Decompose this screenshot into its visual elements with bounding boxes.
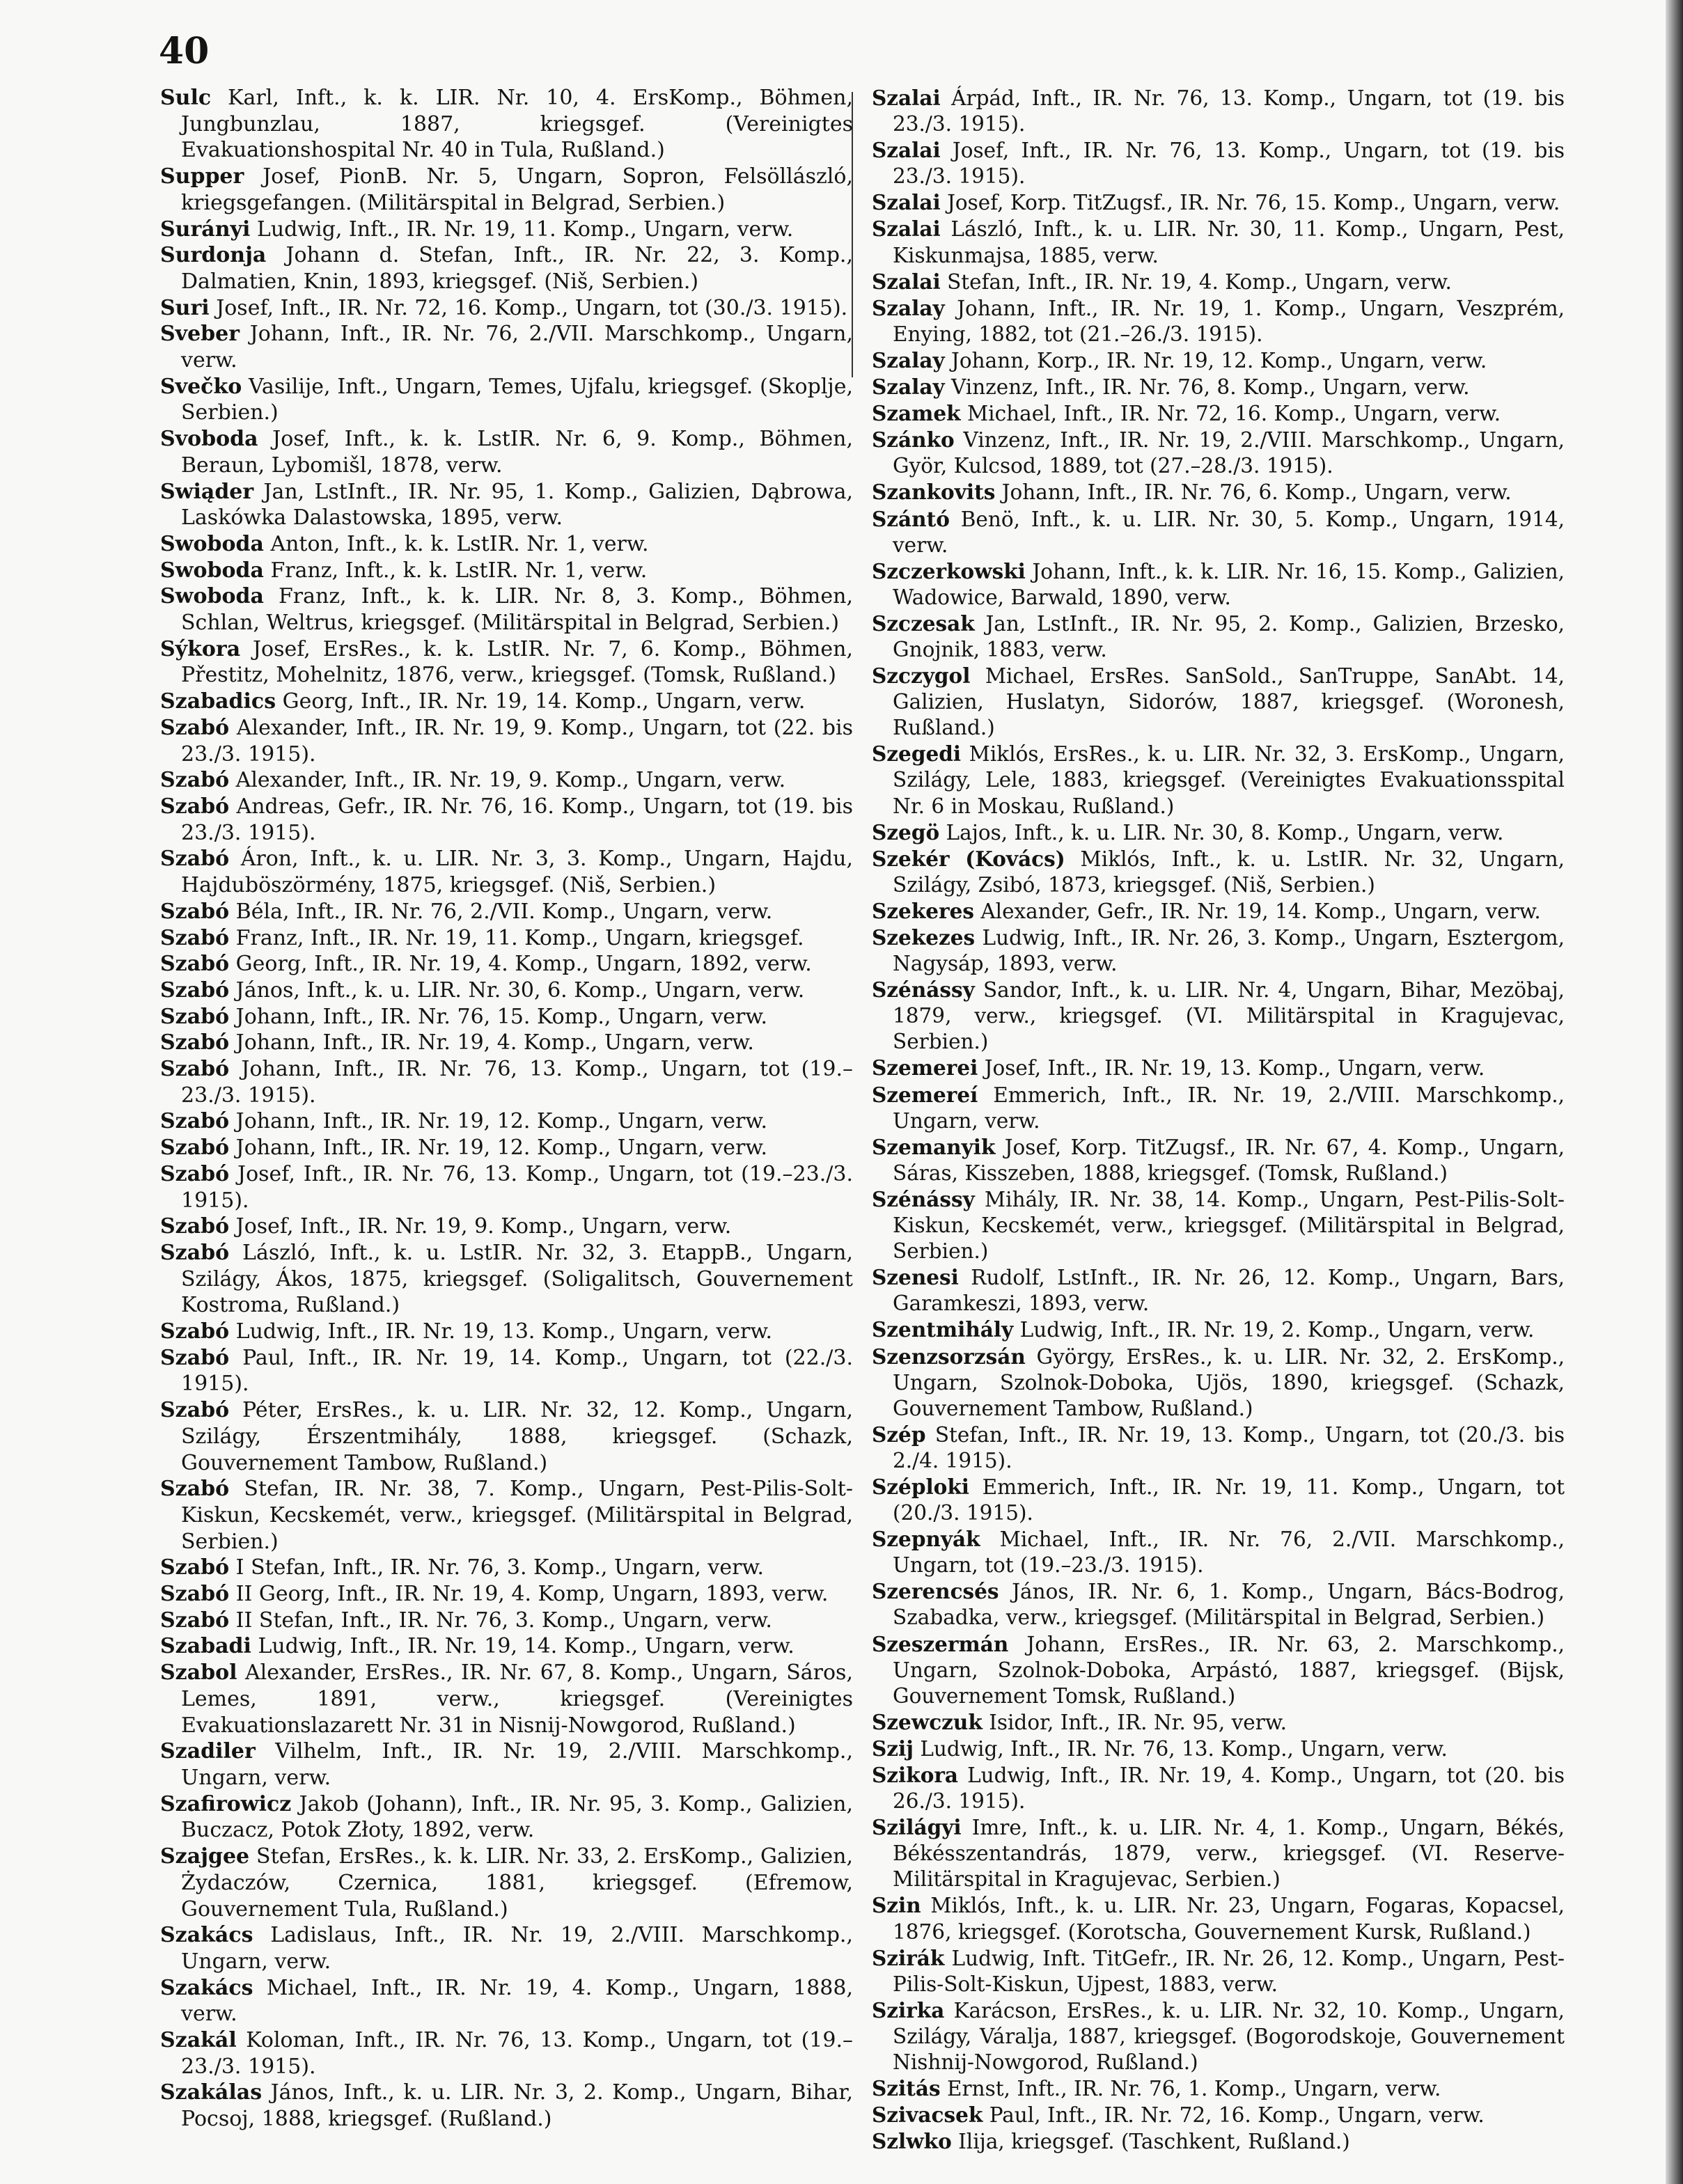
entry-surname: Szabó xyxy=(160,847,230,872)
list-entry xyxy=(872,427,1565,479)
list-entry xyxy=(160,479,853,531)
list-entry xyxy=(160,2080,853,2132)
list-entry xyxy=(872,1892,1565,1945)
entry-surname: Szemerei xyxy=(872,1055,978,1081)
entry-details: Johann, Inft., IR. Nr. 76, 13. Komp., Ungarn, tot (19.–23./3. 1915). xyxy=(181,1057,853,1108)
entry-details: Ludwig, Inft., IR. Nr. 26, 3. Komp., Ungarn, Esztergom, Nagysáp, 1893, verw. xyxy=(893,926,1565,976)
list-entry xyxy=(160,217,853,243)
entry-surname: Szabó xyxy=(160,1582,230,1607)
list-entry xyxy=(160,1030,853,1056)
list-entry xyxy=(160,715,853,767)
entry-details: Josef, ErsRes., k. k. LstIR. Nr. 7, 6. Komp., Böhmen, Přestitz, Mohelnitz, 1876, verw., kriegsgef. (Tomsk, Rußland.) xyxy=(181,636,853,688)
list-entry xyxy=(872,898,1565,925)
entry-details: Ludwig, Inft., IR. Nr. 19, 14. Komp., Ungarn, verw. xyxy=(251,1634,794,1659)
entry-surname: Szekeres xyxy=(872,898,974,923)
entry-surname: Sveber xyxy=(160,322,240,347)
entry-details: Jan, LstInft., IR. Nr. 95, 2. Komp., Galizien, Brzesko, Gnojnik, 1883, verw. xyxy=(893,611,1565,661)
entry-details: György, ErsRes., k. u. LIR. Nr. 32, 2. ErsKomp., Ungarn, Szolnok-Doboka, Ujös, 1890, kriegsgef. (Schazk, Gouvernement Tambow, Rußland.) xyxy=(893,1344,1565,1420)
list-entry xyxy=(872,1134,1565,1186)
list-entry xyxy=(160,1345,853,1397)
entry-details: Emmerich, Inft., IR. Nr. 19, 2./VIII. Marschkomp., Ungarn, verw. xyxy=(893,1083,1565,1133)
entry-surname: Szemanyik xyxy=(872,1134,996,1159)
list-entry xyxy=(872,611,1565,663)
entry-details: Koloman, Inft., IR. Nr. 76, 13. Komp., Ungarn, tot (19.–23./3. 1915). xyxy=(181,2028,853,2079)
scan-edge-shadow xyxy=(1666,0,1683,2184)
list-entry xyxy=(872,663,1565,741)
entry-details: János, Inft., k. u. LIR. Nr. 30, 6. Komp., Ungarn, verw. xyxy=(229,977,805,1003)
entry-details: Ludwig, Inft., IR. Nr. 19, 13. Komp., Ungarn, verw. xyxy=(229,1319,773,1344)
entry-surname: Szepnyák xyxy=(872,1527,980,1552)
list-entry xyxy=(872,819,1565,846)
entry-details: Áron, Inft., k. u. LIR. Nr. 3, 3. Komp., Ungarn, Hajdu, Hajduböszörmény, 1875, kriegsgef. (Niš, Serbien.) xyxy=(181,847,853,898)
entry-surname: Szenesi xyxy=(872,1265,959,1290)
entry-details: Josef, Inft., k. k. LstIR. Nr. 6, 9. Komp., Böhmen, Beraun, Lybomišl, 1878, verw. xyxy=(181,427,853,478)
entry-details: Ludwig, Inft., IR. Nr. 19, 2. Komp., Ungarn, verw. xyxy=(1013,1318,1535,1342)
entry-details: Paul, Inft., IR. Nr. 72, 16. Komp., Ungarn, verw. xyxy=(983,2103,1485,2128)
entry-details: Ludwig, Inft., IR. Nr. 19, 4. Komp., Ungarn, tot (20. bis 26./3. 1915). xyxy=(893,1763,1565,1814)
entry-surname: Szabadics xyxy=(160,689,276,714)
entry-surname: Szadiler xyxy=(160,1739,256,1764)
list-entry xyxy=(160,977,853,1004)
entry-surname: Swiąder xyxy=(160,479,254,504)
entry-details: Franz, Inft., k. k. LIR. Nr. 8, 3. Komp., Böhmen, Schlan, Weltrus, kriegsgef. (Militärspital in Belgrad, Serbien.) xyxy=(181,584,853,636)
entry-surname: Szabó xyxy=(160,1608,230,1633)
list-entry xyxy=(160,1319,853,1345)
entry-details: Alexander, Gefr., IR. Nr. 19, 14. Komp., Ungarn, verw. xyxy=(973,899,1541,923)
list-entry xyxy=(160,899,853,925)
entry-surname: Szabó xyxy=(160,977,230,1003)
list-entry xyxy=(872,479,1565,505)
entry-details: Josef, Inft., IR. Nr. 72, 16. Komp., Ungarn, tot (30./3. 1915). xyxy=(209,295,848,320)
entry-surname: Szabó xyxy=(160,899,230,924)
entry-surname: Szabó xyxy=(160,1136,230,1161)
page-number: 40 xyxy=(159,30,210,72)
entry-surname: Szczerkowski xyxy=(872,558,1026,583)
entry-details: Ludwig, Inft. TitGefr., IR. Nr. 26, 12. Komp., Ungarn, Pest-Pilis-Solt-Kiskun, Ujpest, 1883, verw. xyxy=(893,1946,1565,1996)
entry-details: Michael, Inft., IR. Nr. 76, 2./VII. Marschkomp., Ungarn, tot (19.–23./3. 1915). xyxy=(893,1527,1565,1578)
entry-surname: Szabó xyxy=(160,1398,230,1423)
list-entry xyxy=(872,1814,1565,1892)
entry-details: Karl, Inft., k. k. LIR. Nr. 10, 4. ErsKomp., Böhmen, Jungbunzlau, 1887, kriegsgef. (Vereinigtes Evakuationshospital Nr. 40 in Tula, Rußland.) xyxy=(181,86,853,163)
list-entry xyxy=(872,741,1565,819)
entry-surname: Szabó xyxy=(160,1477,230,1502)
entry-surname: Szafirowicz xyxy=(160,1791,292,1816)
entry-surname: Szép xyxy=(872,1422,926,1447)
list-entry xyxy=(872,295,1565,347)
list-entry xyxy=(872,137,1565,189)
entry-details: Stefan, ErsRes., k. k. LIR. Nr. 33, 2. ErsKomp., Galizien, Żydaczów, Czernica, 1881, kriegsgef. (Efremow, Gouvernement Tula, Rußland.) xyxy=(181,1844,853,1922)
list-entry xyxy=(160,1791,853,1844)
list-entry xyxy=(160,164,853,216)
list-entry xyxy=(872,374,1565,400)
list-entry xyxy=(160,374,853,426)
entry-details: II Georg, Inft., IR. Nr. 19, 4. Komp, Ungarn, 1893, verw. xyxy=(229,1582,829,1607)
list-entry xyxy=(160,794,853,846)
entry-surname: Szirka xyxy=(872,1997,945,2022)
list-entry xyxy=(160,1581,853,1608)
entry-details: László, Inft., k. u. LIR. Nr. 30, 11. Komp., Ungarn, Pest, Kiskunmajsa, 1885, verw. xyxy=(893,217,1565,267)
entry-surname: Szabadi xyxy=(160,1634,251,1659)
list-entry xyxy=(872,1709,1565,1736)
entry-surname: Szankovits xyxy=(872,480,996,505)
entry-details: Paul, Inft., IR. Nr. 19, 14. Komp., Ungarn, tot (22./3. 1915). xyxy=(181,1345,853,1397)
entry-details: Árpád, Inft., IR. Nr. 76, 13. Komp., Ungarn, tot (19. bis 23./3. 1915). xyxy=(893,86,1565,136)
entry-surname: Szemereí xyxy=(872,1082,978,1107)
list-entry xyxy=(160,1135,853,1161)
list-entry xyxy=(872,2128,1565,2155)
list-entry xyxy=(160,1975,853,2027)
list-entry xyxy=(160,1240,853,1319)
entry-surname: Szekér (Kovács) xyxy=(872,846,1065,871)
entry-surname: Szajgee xyxy=(160,1844,250,1869)
entry-surname: Szalay xyxy=(872,295,945,320)
entry-details: Josef, Korp. TitZugsf., IR. Nr. 67, 4. Komp., Ungarn, Sáras, Kisszeben, 1888, kriegsgef. (Tomsk, Rußland.) xyxy=(893,1135,1565,1185)
list-entry xyxy=(160,1608,853,1634)
entry-details: Vinzenz, Inft., IR. Nr. 76, 8. Komp., Ungarn, verw. xyxy=(944,375,1470,400)
entry-details: Josef, PionB. Nr. 5, Ungarn, Sopron, Felsöllászló, kriegsgefangen. (Militärspital in Belgrad, Serbien.) xyxy=(181,164,853,215)
list-entry xyxy=(872,1317,1565,1343)
entry-surname: Szamek xyxy=(872,401,961,426)
entry-details: Lajos, Inft., k. u. LIR. Nr. 30, 8. Komp., Ungarn, verw. xyxy=(939,820,1504,844)
entry-surname: Szerencsés xyxy=(872,1579,999,1604)
list-entry xyxy=(872,1422,1565,1474)
list-entry xyxy=(872,977,1565,1055)
entry-surname: Supper xyxy=(160,164,244,189)
entry-surname: Szentmihály xyxy=(872,1317,1014,1342)
entry-surname: Szilágyi xyxy=(872,1815,962,1840)
entry-surname: Swoboda xyxy=(160,558,264,583)
entry-surname: Szenzsorzsán xyxy=(872,1344,1026,1369)
list-entry xyxy=(160,1844,853,1922)
entry-details: János, IR. Nr. 6, 1. Komp., Ungarn, Bács-Bodrog, Szabadka, verw., kriegsgef. (Militärspital in Belgrad, Serbien.) xyxy=(893,1580,1565,1630)
entry-surname: Szabó xyxy=(160,1030,230,1055)
list-entry xyxy=(872,216,1565,268)
list-entry xyxy=(872,846,1565,898)
list-entry xyxy=(872,85,1565,137)
list-entry xyxy=(160,85,853,164)
entry-surname: Szalay xyxy=(872,347,945,372)
list-entry xyxy=(872,1945,1565,1997)
list-entry xyxy=(160,2027,853,2080)
entry-details: Franz, Inft., IR. Nr. 19, 11. Komp., Ungarn, kriegsgef. xyxy=(229,925,804,950)
list-entry xyxy=(160,1161,853,1213)
list-entry xyxy=(160,925,853,952)
list-entry xyxy=(872,1762,1565,1814)
list-entry xyxy=(160,321,853,373)
entry-surname: Szabó xyxy=(160,1214,230,1239)
list-entry xyxy=(160,1476,853,1555)
entry-surname: Szabó xyxy=(160,1240,230,1265)
entry-details: Isidor, Inft., IR. Nr. 95, verw. xyxy=(982,1710,1287,1734)
entry-surname: Szalai xyxy=(872,86,941,110)
list-entry xyxy=(872,347,1565,374)
entry-surname: Szegedi xyxy=(872,741,962,767)
entry-surname: Szlwko xyxy=(872,2129,952,2154)
entry-surname: Swoboda xyxy=(160,531,264,556)
list-entry xyxy=(160,583,853,636)
entry-details: Johann, Korp., IR. Nr. 19, 12. Komp., Ungarn, verw. xyxy=(944,348,1487,372)
entry-surname: Szabó xyxy=(160,715,230,740)
list-entry xyxy=(160,1738,853,1791)
entry-details: Sandor, Inft., k. u. LIR. Nr. 4, Ungarn, Bihar, Mezöbaj, 1879, verw., kriegsgef. (VI. Militärspital in Kragujevac, Serbien.) xyxy=(893,978,1565,1054)
entry-surname: Svoboda xyxy=(160,427,258,452)
entry-details: Michael, Inft., IR. Nr. 72, 16. Komp., Ungarn, verw. xyxy=(960,402,1501,426)
entry-surname: Szij xyxy=(872,1736,914,1761)
entry-surname: Sulc xyxy=(160,86,212,110)
entry-surname: Szabó xyxy=(160,952,230,977)
list-entry xyxy=(160,846,853,898)
entry-details: Anton, Inft., k. k. LstIR. Nr. 1, verw. xyxy=(263,531,649,556)
entry-surname: Szabó xyxy=(160,1004,230,1029)
entry-details: Alexander, Inft., IR. Nr. 19, 9. Komp., Ungarn, verw. xyxy=(229,768,786,793)
entry-surname: Szegö xyxy=(872,819,940,844)
entry-details: Ludwig, Inft., IR. Nr. 76, 13. Komp., Ungarn, verw. xyxy=(913,1736,1448,1761)
entry-surname: Szewczuk xyxy=(872,1709,983,1734)
entry-surname: Surdonja xyxy=(160,243,267,268)
entry-surname: Szalai xyxy=(872,217,941,242)
entry-surname: Szivacsek xyxy=(872,2103,983,2128)
list-entry xyxy=(160,1056,853,1108)
entry-details: II Stefan, Inft., IR. Nr. 76, 3. Komp., Ungarn, verw. xyxy=(229,1608,772,1633)
entry-surname: Szczygol xyxy=(872,663,971,689)
list-entry xyxy=(160,1922,853,1974)
list-entry xyxy=(872,189,1565,216)
list-entry xyxy=(872,558,1565,611)
entry-surname: Szitás xyxy=(872,2076,941,2101)
entry-details: Josef, Inft., IR. Nr. 76, 13. Komp., Ungarn, tot (19.–23./3. 1915). xyxy=(181,1161,853,1213)
entry-details: Andreas, Gefr., IR. Nr. 76, 16. Komp., Ungarn, tot (19. bis 23./3. 1915). xyxy=(181,794,853,845)
entry-details: Rudolf, LstInft., IR. Nr. 26, 12. Komp., Ungarn, Bars, Garamkeszi, 1893, verw. xyxy=(893,1266,1565,1316)
entry-surname: Szirák xyxy=(872,1945,945,1970)
entry-surname: Szakálas xyxy=(160,2080,263,2105)
entry-surname: Swoboda xyxy=(160,584,264,609)
entry-details: Johann, Inft., IR. Nr. 19, 1. Komp., Ungarn, Veszprém, Enying, 1882, tot (21.–26./3. 1915). xyxy=(893,296,1565,346)
entry-details: Josef, Korp. TitZugsf., IR. Nr. 76, 15. Komp., Ungarn, verw. xyxy=(940,191,1560,215)
entry-surname: Szabó xyxy=(160,1345,230,1370)
list-entry xyxy=(872,1082,1565,1134)
entry-details: Georg, Inft., IR. Nr. 19, 14. Komp., Ungarn, verw. xyxy=(276,689,806,714)
entry-surname: Szabó xyxy=(160,1319,230,1344)
entry-surname: Szakács xyxy=(160,1923,253,1948)
entry-surname: Szalai xyxy=(872,269,941,294)
entry-surname: Széploki xyxy=(872,1474,969,1499)
entry-details: Ladislaus, Inft., IR. Nr. 19, 2./VIII. Marschkomp., Ungarn, verw. xyxy=(181,1923,853,1974)
list-entry xyxy=(872,1997,1565,2075)
entry-surname: Szakál xyxy=(160,2028,237,2053)
entry-details: Stefan, IR. Nr. 38, 7. Komp., Ungarn, Pest-Pilis-Solt-Kiskun, Kecskemét, verw., kriegsgef. (Militärspital in Belgrad, Serbien.) xyxy=(181,1477,853,1554)
list-entry xyxy=(872,269,1565,295)
entry-details: Ilija, kriegsgef. (Taschkent, Rußland.) xyxy=(951,2130,1350,2154)
entry-details: Stefan, Inft., IR. Nr. 19, 4. Komp., Ungarn, verw. xyxy=(940,269,1452,294)
entry-surname: Surányi xyxy=(160,217,251,242)
entry-surname: Szénássy xyxy=(872,977,975,1003)
list-entry xyxy=(160,426,853,478)
entry-details: Vilhelm, Inft., IR. Nr. 19, 2./VIII. Marschkomp., Ungarn, verw. xyxy=(181,1739,853,1790)
entry-surname: Szakács xyxy=(160,1975,253,2000)
list-entry xyxy=(872,1264,1565,1317)
list-entry xyxy=(160,689,853,715)
entry-details: Michael, ErsRes. SanSold., SanTruppe, SanAbt. 14, Galizien, Huslatyn, Sidorów, 1887, kriegsgef. (Woronesh, Rußland.) xyxy=(893,664,1565,740)
entry-surname: Szabó xyxy=(160,925,230,950)
entry-details: Imre, Inft., k. u. LIR. Nr. 4, 1. Komp., Ungarn, Békés, Békésszentandrás, 1879, verw., kriegsgef. (VI. Reserve-Militärspital in Kragujevac, Serbien.) xyxy=(893,1816,1565,1892)
entry-surname: Szabó xyxy=(160,1057,230,1082)
list-entry xyxy=(872,1344,1565,1422)
list-entry xyxy=(872,1526,1565,1578)
entry-details: Béla, Inft., IR. Nr. 76, 2./VII. Komp., Ungarn, verw. xyxy=(229,899,773,924)
entry-surname: Szabó xyxy=(160,768,230,793)
entry-details: László, Inft., k. u. LstIR. Nr. 32, 3. EtappB., Ungarn, Szilágy, Ákos, 1875, kriegsgef. (Soligalitsch, Gouvernement Kostroma, Rußland.) xyxy=(181,1240,853,1318)
entry-surname: Szabó xyxy=(160,1161,230,1186)
right-column xyxy=(872,85,1565,2155)
entry-details: Jakob (Johann), Inft., IR. Nr. 95, 3. Komp., Galizien, Buczacz, Potok Złoty, 1892, verw. xyxy=(181,1791,853,1843)
entry-surname: Szénássy xyxy=(872,1186,975,1211)
entry-details: Johann, Inft., IR. Nr. 76, 6. Komp., Ungarn, verw. xyxy=(995,480,1512,505)
entry-details: Emmerich, Inft., IR. Nr. 19, 11. Komp., Ungarn, tot (20./3. 1915). xyxy=(893,1475,1565,1525)
entry-details: Stefan, Inft., IR. Nr. 19, 13. Komp., Ungarn, tot (20./3. bis 2./4. 1915). xyxy=(893,1422,1565,1472)
entry-surname: Szin xyxy=(872,1893,921,1918)
entry-details: Ludwig, Inft., IR. Nr. 19, 11. Komp., Ungarn, verw. xyxy=(250,217,794,242)
entry-details: Jan, LstInft., IR. Nr. 95, 1. Komp., Galizien, Dąbrowa, Laskówka Dalastowska, 1895, verw. xyxy=(181,479,853,531)
list-entry xyxy=(872,1055,1565,1081)
entry-details: Péter, ErsRes., k. u. LIR. Nr. 32, 12. Komp., Ungarn, Szilágy, Érszentmihály, 1888, kriegsgef. (Schazk, Gouvernement Tambow, Rußland.) xyxy=(181,1398,853,1475)
entry-details: Johann, ErsRes., IR. Nr. 63, 2. Marschkomp., Ungarn, Szolnok-Doboka, Arpástó, 1887, kriegsgef. (Bijsk, Gouvernement Tomsk, Rußland.) xyxy=(893,1632,1565,1708)
entry-details: Johann d. Stefan, Inft., IR. Nr. 22, 3. Komp., Dalmatien, Knin, 1893, kriegsgef. (Niš, Serbien.) xyxy=(181,243,853,294)
entry-surname: Szánko xyxy=(872,427,955,453)
list-entry xyxy=(160,1108,853,1135)
entry-surname: Szabó xyxy=(160,1555,230,1580)
entry-surname: Szeszermán xyxy=(872,1631,1009,1656)
entry-details: Georg, Inft., IR. Nr. 19, 4. Komp., Ungarn, 1892, verw. xyxy=(229,952,812,977)
entry-surname: Szabol xyxy=(160,1660,237,1686)
list-entry xyxy=(160,242,853,294)
entry-details: Josef, Inft., IR. Nr. 19, 9. Komp., Ungarn, verw. xyxy=(229,1214,732,1239)
entry-details: Mihály, IR. Nr. 38, 14. Komp., Ungarn, Pest-Pilis-Solt-Kiskun, Kecskemét, verw., kriegsgef. (Militärspital in Belgrad, Serbien.) xyxy=(893,1187,1565,1264)
list-entry xyxy=(160,558,853,584)
list-entry xyxy=(160,295,853,322)
entry-surname: Svečko xyxy=(160,374,242,399)
entry-details: Josef, Inft., IR. Nr. 76, 13. Komp., Ungarn, tot (19. bis 23./3. 1915). xyxy=(893,139,1565,189)
entry-details: Johann, Inft., IR. Nr. 19, 12. Komp., Ungarn, verw. xyxy=(229,1136,768,1161)
list-entry xyxy=(872,1186,1565,1264)
entry-details: Johann, Inft., IR. Nr. 19, 4. Komp., Ungarn, verw. xyxy=(229,1030,754,1055)
entry-details: Miklós, ErsRes., k. u. LIR. Nr. 32, 3. ErsKomp., Ungarn, Szilágy, Lele, 1883, kriegsgef. (Vereinigtes Evakuationsspital Nr. 6 in Moskau, Rußland.) xyxy=(893,742,1565,818)
entry-details: Josef, Inft., IR. Nr. 19, 13. Komp., Ungarn, verw. xyxy=(978,1056,1485,1081)
list-entry xyxy=(160,636,853,689)
list-entry xyxy=(160,1397,853,1476)
entry-surname: Szalay xyxy=(872,375,945,400)
list-entry xyxy=(872,506,1565,558)
entry-details: Benö, Inft., k. u. LIR. Nr. 30, 5. Komp., Ungarn, 1914, verw. xyxy=(893,507,1565,557)
entry-details: Miklós, Inft., k. u. LIR. Nr. 23, Ungarn, Fogaras, Kopacsel, 1876, kriegsgef. (Korotscha, Gouvernement Kursk, Rußland.) xyxy=(893,1894,1565,1944)
list-entry xyxy=(160,1213,853,1240)
entry-surname: Sýkora xyxy=(160,636,241,661)
list-entry xyxy=(872,1578,1565,1631)
entry-surname: Szalai xyxy=(872,190,941,215)
list-entry xyxy=(872,2102,1565,2128)
entry-details: Alexander, Inft., IR. Nr. 19, 9. Komp., Ungarn, tot (22. bis 23./3. 1915). xyxy=(181,715,853,767)
entry-details: Ernst, Inft., IR. Nr. 76, 1. Komp., Ungarn, verw. xyxy=(940,2077,1441,2101)
list-entry xyxy=(160,767,853,794)
list-entry xyxy=(872,400,1565,427)
list-entry xyxy=(160,1555,853,1581)
list-entry xyxy=(160,1633,853,1660)
entry-details: Miklós, Inft., k. u. LstIR. Nr. 32, Ungarn, Szilágy, Zsibó, 1873, kriegsgef. (Niš, Serbien.) xyxy=(893,847,1565,897)
entry-surname: Szekezes xyxy=(872,925,976,950)
entry-details: Johann, Inft., IR. Nr. 76, 2./VII. Marschkomp., Ungarn, verw. xyxy=(181,322,853,373)
entry-surname: Szczesak xyxy=(872,611,975,636)
entry-details: Johann, Inft., IR. Nr. 76, 15. Komp., Ungarn, verw. xyxy=(229,1004,768,1029)
left-column xyxy=(160,85,853,2132)
entry-details: Franz, Inft., k. k. LstIR. Nr. 1, verw. xyxy=(263,558,648,583)
entry-surname: Szántó xyxy=(872,506,950,531)
list-entry xyxy=(160,951,853,977)
list-entry xyxy=(160,1660,853,1738)
entry-details: I Stefan, Inft., IR. Nr. 76, 3. Komp., Ungarn, verw. xyxy=(229,1555,765,1580)
entry-surname: Szabó xyxy=(160,794,230,819)
list-entry xyxy=(160,1004,853,1030)
entry-surname: Szikora xyxy=(872,1763,959,1787)
list-entry xyxy=(872,1631,1565,1709)
entry-details: Vasilije, Inft., Ungarn, Temes, Ujfalu, kriegsgef. (Skoplje, Serbien.) xyxy=(181,374,853,425)
entry-surname: Szabó xyxy=(160,1109,230,1134)
entry-details: Karácson, ErsRes., k. u. LIR. Nr. 32, 10. Komp., Ungarn, Szilágy, Váralja, 1887, kriegsgef. (Bogorodskoje, Gouvernement Nishnij-Nowgorod, Rußland.) xyxy=(893,1998,1565,2075)
entry-details: Michael, Inft., IR. Nr. 19, 4. Komp., Ungarn, 1888, verw. xyxy=(181,1975,853,2027)
entry-details: Johann, Inft., k. k. LIR. Nr. 16, 15. Komp., Galizien, Wadowice, Barwald, 1890, verw. xyxy=(893,559,1565,609)
list-entry xyxy=(872,1474,1565,1526)
entry-details: Vinzenz, Inft., IR. Nr. 19, 2./VIII. Marschkomp., Ungarn, Györ, Kulcsod, 1889, tot (27.–28./3. 1915). xyxy=(893,428,1565,478)
list-entry xyxy=(872,1736,1565,1762)
list-entry xyxy=(872,925,1565,977)
entry-details: János, Inft., k. u. LIR. Nr. 3, 2. Komp., Ungarn, Bihar, Pocsoj, 1888, kriegsgef. (Rußland.) xyxy=(181,2080,853,2132)
entry-details: Alexander, ErsRes., IR. Nr. 67, 8. Komp., Ungarn, Sáros, Lemes, 1891, verw., kriegsgef. (Vereinigtes Evakuationslazarett Nr. 31 in Nisnij-Nowgorod, Rußland.) xyxy=(181,1660,853,1738)
entry-surname: Szalai xyxy=(872,138,941,163)
entry-details: Johann, Inft., IR. Nr. 19, 12. Komp., Ungarn, verw. xyxy=(229,1109,768,1134)
list-entry xyxy=(872,2075,1565,2102)
list-entry xyxy=(160,531,853,558)
entry-surname: Suri xyxy=(160,295,210,320)
